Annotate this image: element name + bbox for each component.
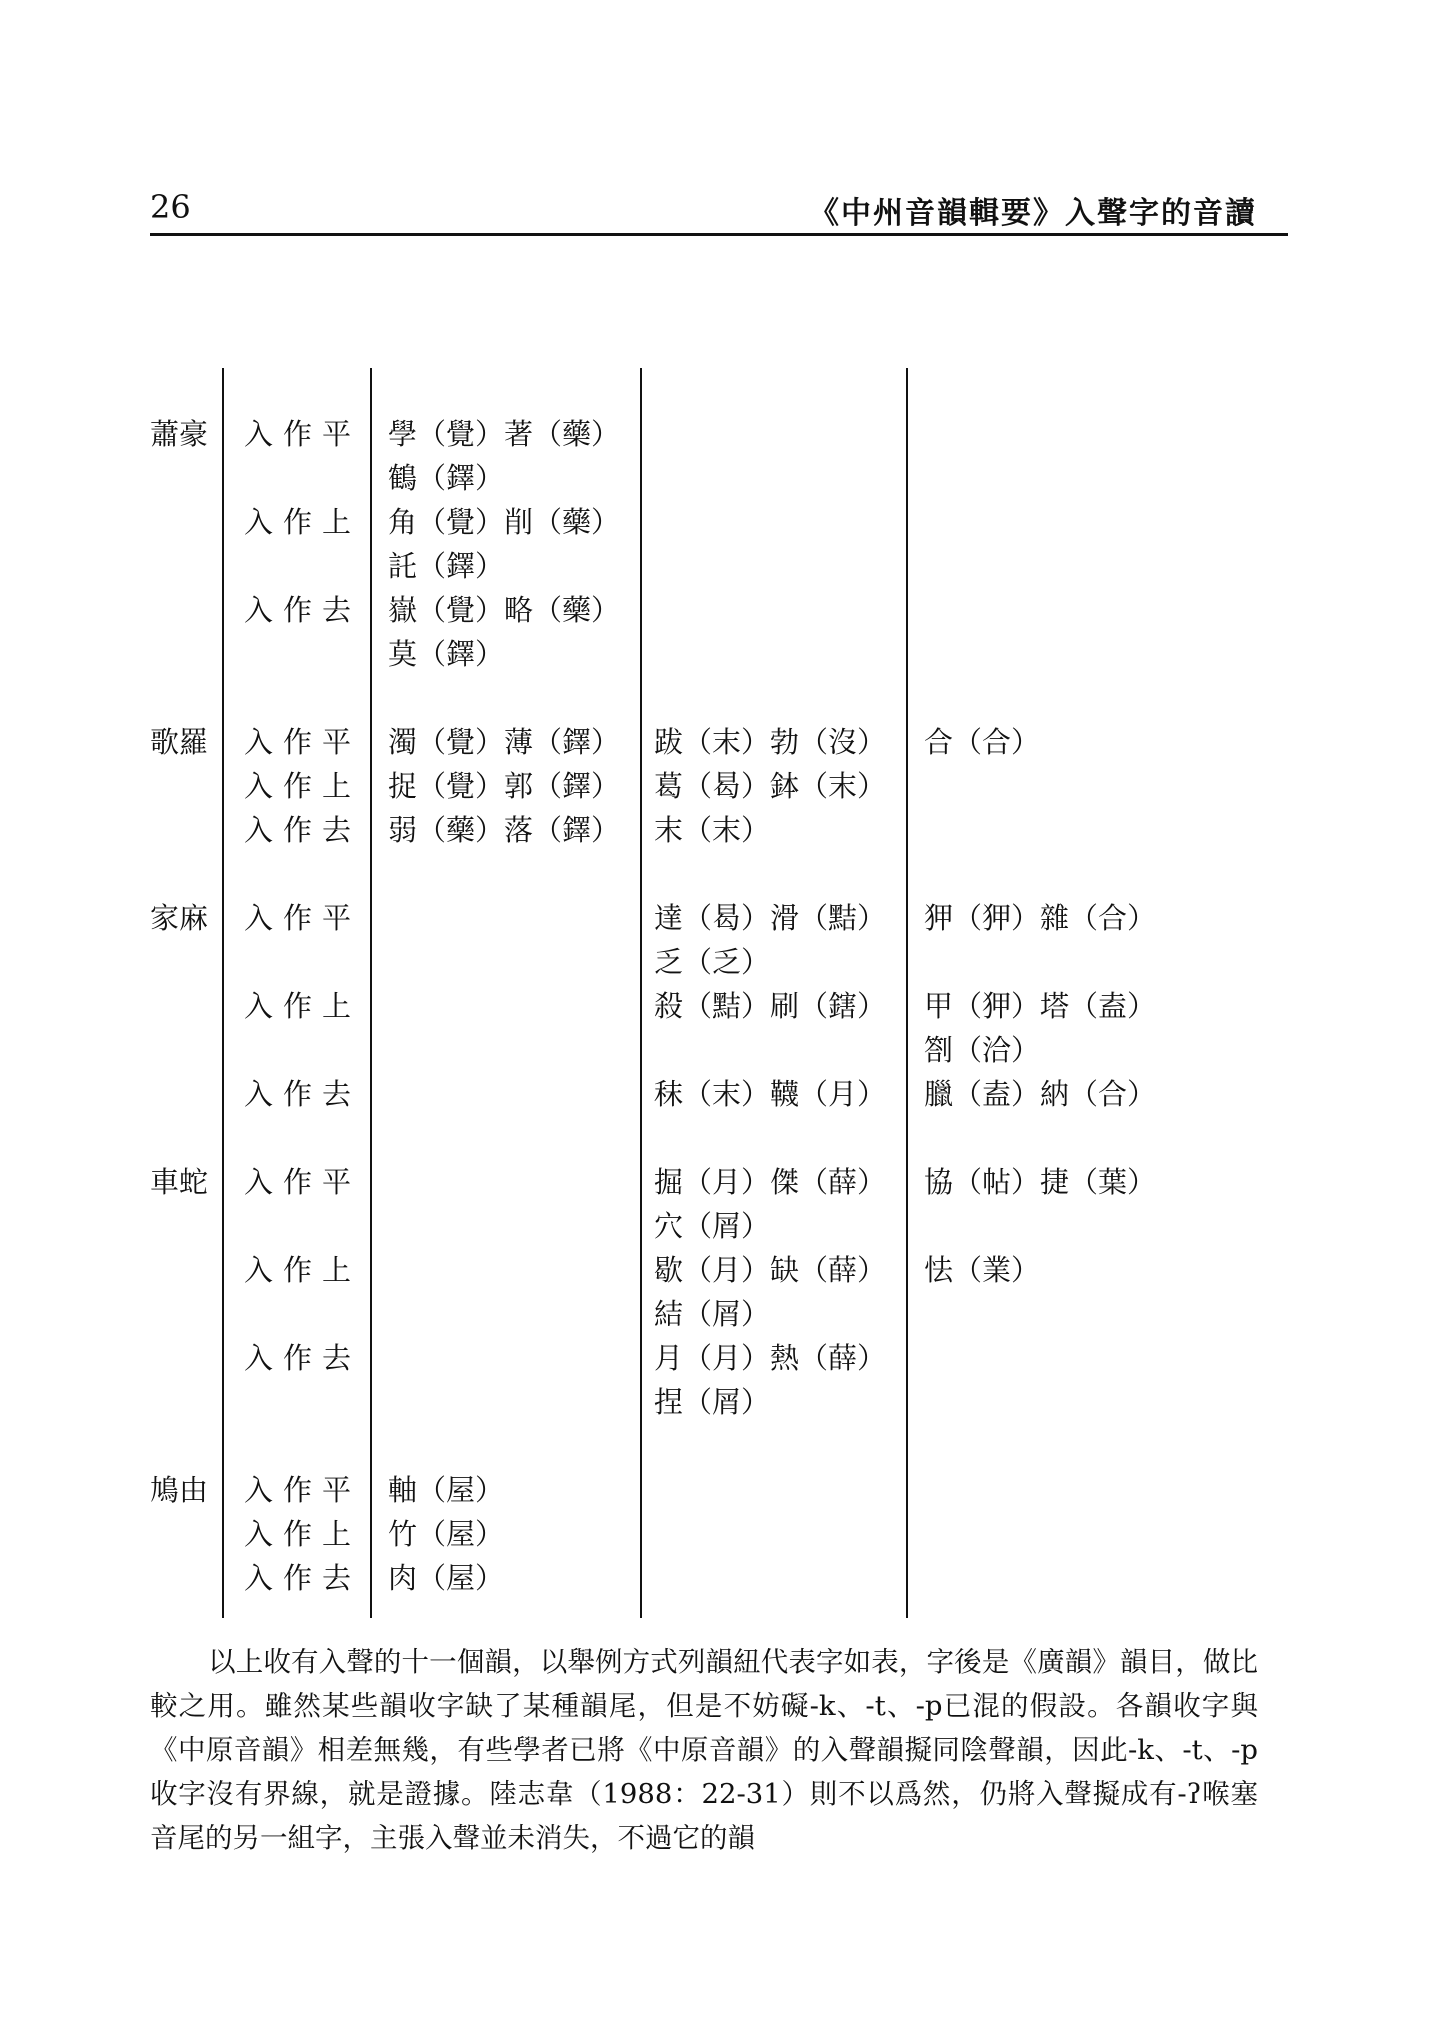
table-cell: 竹（屋） — [388, 1517, 505, 1551]
table-cell: 學（覺）著（藥） — [388, 417, 621, 451]
tone-label: 入作上 — [244, 769, 362, 803]
table-divider — [222, 368, 224, 1618]
table-divider — [370, 368, 372, 1618]
table-cell: 月（月）熱（薛） — [654, 1341, 887, 1375]
table-cell: 怯（業） — [924, 1253, 1041, 1287]
table-cell: 鶴（鐸） — [388, 461, 505, 495]
rhyme-label: 車蛇 — [150, 1165, 209, 1199]
page-number: 26 — [150, 188, 191, 226]
table-cell: 協（帖）捷（葉） — [924, 1165, 1157, 1199]
table-cell: 捏（屑） — [654, 1385, 771, 1419]
table-cell: 秣（末）韈（月） — [654, 1077, 887, 1111]
table-cell: 殺（黠）刷（鎋） — [654, 989, 887, 1023]
table-cell: 歇（月）缺（薛） — [654, 1253, 887, 1287]
paragraph-text: 以上收有入聲的十一個韻，以舉例方式列韻紐代表字如表，字後是《廣韻》韻目，做比較之用。雖然某些韻收字缺了某種韻尾，但是不妨礙-k、-t、-p已混的假設。各韻收字與《中原音韻》相差無幾，有些學者已將《中原音韻》的入聲韻擬同陰聲韻，因此-k、-t、-p收字沒有界線，就是證據。陸志韋（1988：22-31）則不以爲然，仍將入聲擬成有-ʔ喉塞音尾的另一組字，主張入聲並未消失，不過它的韻 — [150, 1646, 1258, 1854]
table-cell: 合（合） — [924, 725, 1041, 759]
table-cell: 跋（末）勃（沒） — [654, 725, 887, 759]
table-cell: 臘（盍）納（合） — [924, 1077, 1157, 1111]
table-cell: 劄（洽） — [924, 1033, 1041, 1067]
table-cell: 肉（屋） — [388, 1561, 505, 1595]
tone-label: 入作平 — [244, 417, 362, 451]
table-cell: 捉（覺）郭（鐸） — [388, 769, 621, 803]
rhyme-label: 蕭豪 — [150, 417, 209, 451]
tone-label: 入作平 — [244, 901, 362, 935]
table-cell: 達（曷）滑（黠） — [654, 901, 887, 935]
running-title: 《中州音韻輯要》入聲字的音讀 — [809, 196, 1257, 231]
table-cell: 甲（狎）塔（盍） — [924, 989, 1157, 1023]
tone-label: 入作去 — [244, 1341, 362, 1375]
tone-label: 入作平 — [244, 1473, 362, 1507]
table-cell: 莫（鐸） — [388, 637, 505, 671]
table-cell: 掘（月）傑（薛） — [654, 1165, 887, 1199]
table-cell: 託（鐸） — [388, 549, 505, 583]
tone-label: 入作去 — [244, 813, 362, 847]
table-cell: 軸（屋） — [388, 1473, 505, 1507]
rhyme-label: 歌羅 — [150, 725, 209, 759]
tone-label: 入作去 — [244, 1077, 362, 1111]
rhyme-label: 家麻 — [150, 901, 209, 935]
header-rule — [150, 233, 1288, 236]
table-cell: 結（屑） — [654, 1297, 771, 1331]
tone-label: 入作上 — [244, 505, 362, 539]
tone-label: 入作去 — [244, 1561, 362, 1595]
table-divider — [640, 368, 642, 1618]
table-cell: 濁（覺）薄（鐸） — [388, 725, 621, 759]
table-cell: 葛（曷）鉢（末） — [654, 769, 887, 803]
tone-label: 入作上 — [244, 1517, 362, 1551]
tone-label: 入作上 — [244, 1253, 362, 1287]
table-cell: 乏（乏） — [654, 945, 771, 979]
tone-label: 入作平 — [244, 1165, 362, 1199]
table-cell: 弱（藥）落（鐸） — [388, 813, 621, 847]
rhyme-label: 鳩由 — [150, 1473, 209, 1507]
table-cell: 穴（屑） — [654, 1209, 771, 1243]
table-cell: 狎（狎）雜（合） — [924, 901, 1157, 935]
body-paragraph — [150, 1640, 1258, 1860]
tone-label: 入作上 — [244, 989, 362, 1023]
table-cell: 末（末） — [654, 813, 771, 847]
tone-label: 入作去 — [244, 593, 362, 627]
table-cell: 嶽（覺）略（藥） — [388, 593, 621, 627]
table-divider — [906, 368, 908, 1618]
tone-label: 入作平 — [244, 725, 362, 759]
table-cell: 角（覺）削（藥） — [388, 505, 621, 539]
